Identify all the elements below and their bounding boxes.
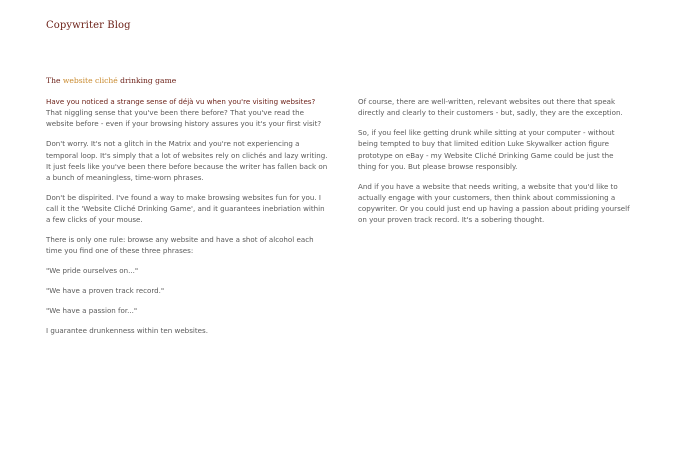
post-title bbox=[46, 76, 176, 85]
intro-rest: That niggling sense that you've been there before? That you've read the website before - even if your browsing history assures you it's your first visit? bbox=[46, 108, 322, 129]
paragraph-commission: And if you have a website that needs writing, a website that you'd like to actually engage with your customers, then think about commissioning a copywriter. Or you could just end up having a passion about priding yourself on your proven track record. It's a sobering thought. bbox=[358, 181, 630, 225]
article-left-column bbox=[46, 96, 328, 345]
paragraph-rule: There is only one rule: browse any website and have a shot of alcohol each time you find one of these three phrases: bbox=[46, 235, 314, 256]
post-title-highlight[interactable]: website cliché bbox=[62, 76, 118, 85]
paragraph-dispirited: Don't be dispirited. I've found a way to make browsing websites fun for you. I call it the 'Website Cliché Drinking Game', and it guarantees inebriation within a few clicks of your mouse. bbox=[46, 192, 325, 225]
post-title-prefix: The bbox=[46, 76, 63, 85]
paragraph-matrix: Don't worry. It's not a glitch in the Matrix and you're not experiencing a temporal loop. It's simply that a lot of websites rely on clichés and lazy writing. It just feels like you've been there before because the writer has fallen back on a bunch of meaningless, time-worn phrases. bbox=[46, 139, 328, 182]
intro-lead: Have you noticed a strange sense of déjà vu when you're visiting websites? bbox=[46, 97, 316, 106]
blog-title[interactable]: Copywriter Blog bbox=[46, 20, 131, 31]
paragraph-exception: Of course, there are well-written, relevant websites out there that speak directly and clearly to their customers - but, sadly, they are the exception. bbox=[358, 97, 623, 118]
phrase-pride: "We pride ourselves on..." bbox=[46, 266, 139, 276]
paragraph-drunk: So, if you feel like getting drunk while sitting at your computer - without being tempted to buy that limited edition Luke Skywalker action figure prototype on eBay - my Website Cliché Drinking Game could be just the thing for you. But please browse responsibly. bbox=[358, 128, 615, 171]
phrase-track-record: "We have a proven track record." bbox=[46, 286, 165, 296]
paragraph-intro bbox=[46, 96, 328, 130]
post-title-suffix: drinking game bbox=[117, 76, 177, 85]
article-right-column bbox=[358, 96, 634, 234]
paragraph-guarantee: I guarantee drunkenness within ten websites. bbox=[46, 325, 208, 335]
phrase-passion: "We have a passion for..." bbox=[46, 305, 138, 315]
